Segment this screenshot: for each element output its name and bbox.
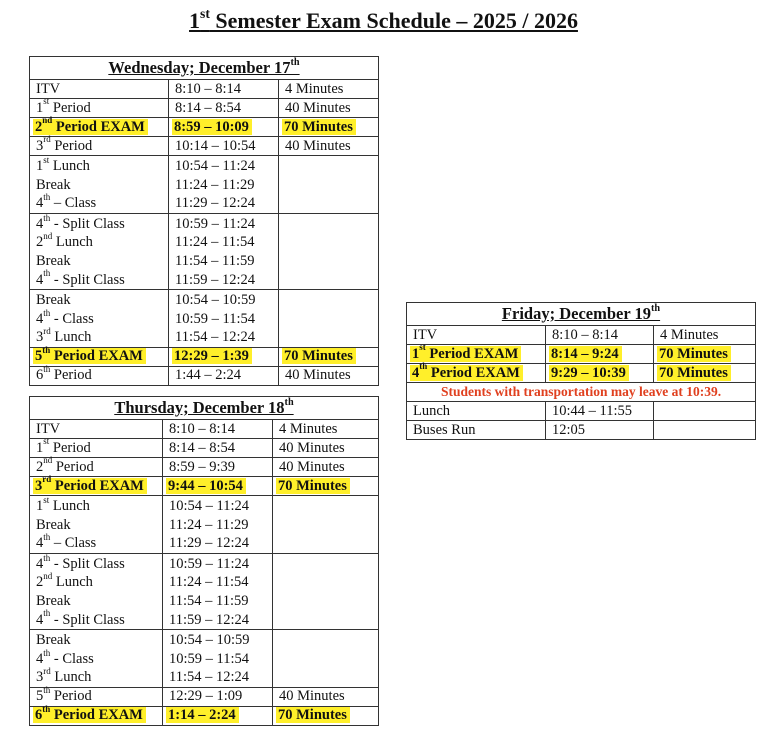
thursday-schedule-table <box>29 396 379 726</box>
exam-row <box>30 706 379 725</box>
row-label: Lunch <box>407 402 546 421</box>
row-time: 10:14 – 10:54 <box>169 137 279 156</box>
row-duration: 40 Minutes <box>279 366 379 385</box>
exam-row <box>407 345 756 364</box>
row-time: 8:10 – 8:14 <box>163 420 273 439</box>
row-duration: 70 Minutes <box>654 345 756 364</box>
row-time: 12:29 – 1:39 <box>169 347 279 366</box>
row-time: 8:14 – 8:54 <box>163 439 273 458</box>
row-label: 3rd Period EXAM <box>30 477 163 496</box>
transportation-note: Students with transportation may leave at 10:39. <box>407 383 756 402</box>
lunch-group-row <box>30 630 379 688</box>
row-time: 8:10 – 8:14 <box>546 326 654 345</box>
row-time: 1:44 – 2:24 <box>169 366 279 385</box>
row-duration: 4 Minutes <box>279 80 379 99</box>
row-time: 12:05 <box>546 421 654 440</box>
row-time: 8:14 – 9:24 <box>546 345 654 364</box>
empty-cell <box>273 553 379 629</box>
table-row <box>30 687 379 706</box>
row-duration: 40 Minutes <box>279 99 379 118</box>
group-times: 10:59 – 11:24 11:24 – 11:54 11:54 – 11:59 11:59 – 12:24 <box>169 213 279 289</box>
row-time: 8:59 – 10:09 <box>169 118 279 137</box>
row-duration: 4 Minutes <box>273 420 379 439</box>
empty-cell <box>273 630 379 688</box>
transportation-note-row <box>407 383 756 402</box>
row-label: ITV <box>407 326 546 345</box>
table-row <box>30 99 379 118</box>
wednesday-heading: Wednesday; December 17th <box>30 57 379 80</box>
row-label: Buses Run <box>407 421 546 440</box>
exam-row <box>30 347 379 366</box>
row-duration: 70 Minutes <box>273 706 379 725</box>
row-label: 6th Period <box>30 366 169 385</box>
wednesday-schedule-table <box>29 56 379 386</box>
lunch-group-row <box>30 290 379 348</box>
table-row <box>30 420 379 439</box>
empty-cell <box>654 402 756 421</box>
table-row <box>30 366 379 385</box>
row-label: 6th Period EXAM <box>30 706 163 725</box>
lunch-group-row <box>30 496 379 554</box>
row-label: 4th Period EXAM <box>407 364 546 383</box>
row-time: 8:10 – 8:14 <box>169 80 279 99</box>
exam-row <box>407 364 756 383</box>
table-row <box>30 439 379 458</box>
row-time: 10:44 – 11:55 <box>546 402 654 421</box>
row-time: 1:14 – 2:24 <box>163 706 273 725</box>
table-row <box>407 402 756 421</box>
group-labels: 4th - Split Class 2nd Lunch Break 4th - Split Class <box>30 213 169 289</box>
row-time: 8:14 – 8:54 <box>169 99 279 118</box>
exam-row <box>30 477 379 496</box>
table-row <box>30 137 379 156</box>
lunch-group-row <box>30 553 379 629</box>
row-duration: 4 Minutes <box>654 326 756 345</box>
row-duration: 40 Minutes <box>279 137 379 156</box>
group-labels: 4th - Split Class 2nd Lunch Break 4th - Split Class <box>30 553 163 629</box>
friday-heading: Friday; December 19th <box>407 303 756 326</box>
friday-schedule-table <box>406 302 756 440</box>
exam-row <box>30 118 379 137</box>
row-label: 1st Period <box>30 439 163 458</box>
row-label: 2nd Period EXAM <box>30 118 169 137</box>
table-row <box>30 80 379 99</box>
group-times: 10:54 – 10:59 10:59 – 11:54 11:54 – 12:24 <box>163 630 273 688</box>
row-duration: 70 Minutes <box>279 118 379 137</box>
row-time: 9:29 – 10:39 <box>546 364 654 383</box>
row-time: 9:44 – 10:54 <box>163 477 273 496</box>
empty-cell <box>279 290 379 348</box>
row-time: 8:59 – 9:39 <box>163 458 273 477</box>
table-row <box>30 458 379 477</box>
group-labels: Break 4th - Class 3rd Lunch <box>30 290 169 348</box>
lunch-group-row <box>30 213 379 289</box>
row-label: 5th Period <box>30 687 163 706</box>
thursday-heading: Thursday; December 18th <box>30 397 379 420</box>
group-times: 10:54 – 10:59 10:59 – 11:54 11:54 – 12:24 <box>169 290 279 348</box>
row-time: 12:29 – 1:09 <box>163 687 273 706</box>
group-labels: 1st Lunch Break 4th – Class <box>30 496 163 554</box>
row-label: 1st Period EXAM <box>407 345 546 364</box>
row-label: 5th Period EXAM <box>30 347 169 366</box>
group-times: 10:54 – 11:24 11:24 – 11:29 11:29 – 12:24 <box>169 156 279 214</box>
group-labels: 1st Lunch Break 4th – Class <box>30 156 169 214</box>
row-label: 1st Period <box>30 99 169 118</box>
table-row <box>407 326 756 345</box>
group-times: 10:59 – 11:24 11:24 – 11:54 11:54 – 11:59 11:59 – 12:24 <box>163 553 273 629</box>
row-duration: 40 Minutes <box>273 687 379 706</box>
row-duration: 70 Minutes <box>654 364 756 383</box>
group-times: 10:54 – 11:24 11:24 – 11:29 11:29 – 12:24 <box>163 496 273 554</box>
row-duration: 40 Minutes <box>273 458 379 477</box>
row-duration: 70 Minutes <box>279 347 379 366</box>
row-duration: 40 Minutes <box>273 439 379 458</box>
row-label: ITV <box>30 420 163 439</box>
empty-cell <box>273 496 379 554</box>
table-row <box>407 421 756 440</box>
page-title: 1st Semester Exam Schedule – 2025 / 2026 <box>189 5 578 33</box>
row-label: 3rd Period <box>30 137 169 156</box>
lunch-group-row <box>30 156 379 214</box>
row-duration: 70 Minutes <box>273 477 379 496</box>
empty-cell <box>279 156 379 214</box>
row-label: 2nd Period <box>30 458 163 477</box>
group-labels: Break 4th - Class 3rd Lunch <box>30 630 163 688</box>
empty-cell <box>279 213 379 289</box>
empty-cell <box>654 421 756 440</box>
row-label: ITV <box>30 80 169 99</box>
